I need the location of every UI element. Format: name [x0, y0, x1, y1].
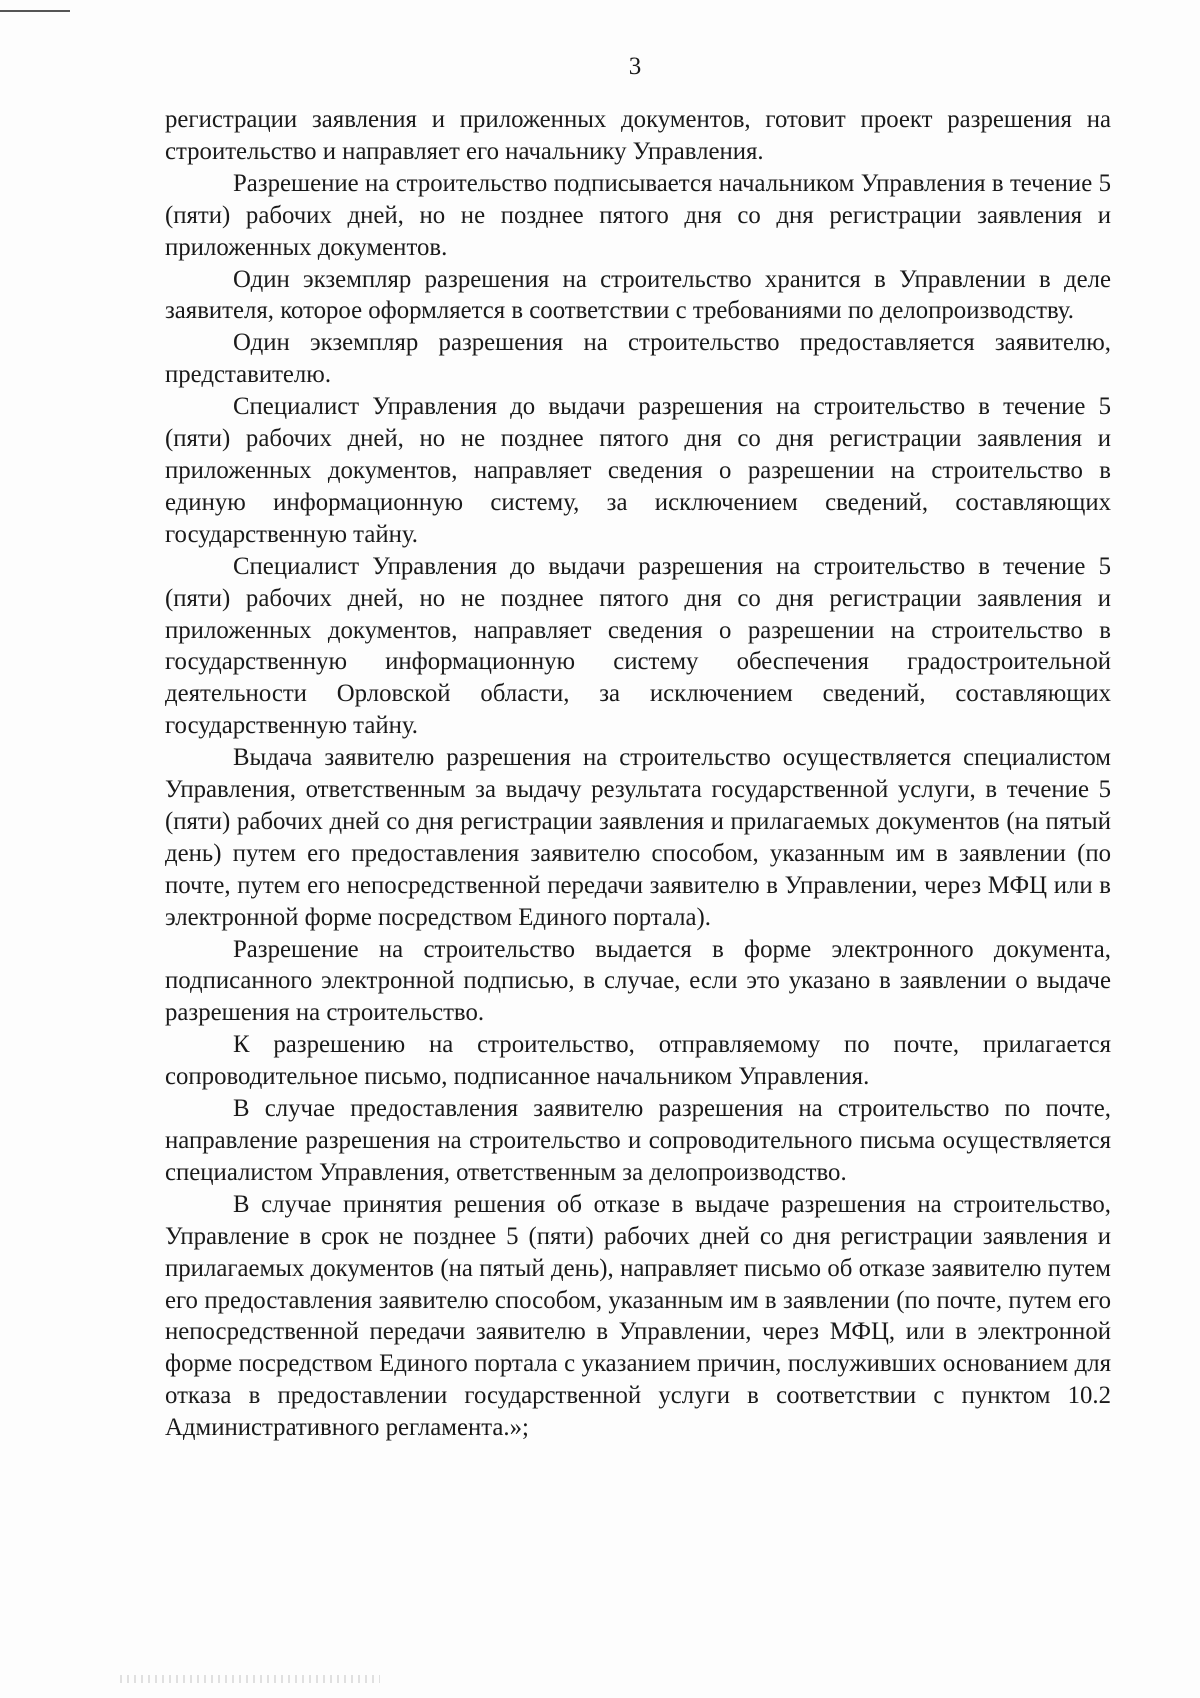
paragraph: Один экземпляр разрешения на строительство предоставляется заявителю, представителю. [165, 329, 1111, 389]
document-body [165, 104, 1111, 1444]
scan-noise [120, 1675, 380, 1683]
paragraph: Выдача заявителю разрешения на строительство осуществляется специалистом Управления, ответственным за выдачу результата государственной услуги, в течение 5 (пяти) рабочих дней со дня регистрации заявления и прилагаемых документов (на пятый день) путем его предоставления заявителю способом, указанным им в заявлении (по почте, путем его непосредственной передачи заявителю в Управлении, через МФЦ или в электронной форме посредством Единого портала). [165, 744, 1111, 931]
scan-edge-mark [0, 10, 70, 12]
paragraph: регистрации заявления и приложенных документов, готовит проект разрешения на строительство и направляет его начальнику Управления. [165, 106, 1111, 165]
paragraph: Один экземпляр разрешения на строительство хранится в Управлении в деле заявителя, которое оформляется в соответствии с требованиями по делопроизводству. [165, 265, 1111, 325]
paragraph: Разрешение на строительство подписывается начальником Управления в течение 5 (пяти) рабочих дней, но не позднее пятого дня со дня регистрации заявления и приложенных документов. [165, 169, 1111, 261]
paragraph: В случае предоставления заявителю разрешения на строительство по почте, направление разрешения на строительство и сопроводительного письма осуществляется специалистом Управления, ответственным за делопроизводство. [165, 1095, 1111, 1186]
paragraph: Специалист Управления до выдачи разрешения на строительство в течение 5 (пяти) рабочих дней, но не позднее пятого дня со дня регистрации заявления и приложенных документов, направляет сведения о разрешении на строительство в единую информационную систему, за исключением сведений, составляющих государственную тайну. [165, 393, 1111, 548]
paragraph: Разрешение на строительство выдается в форме электронного документа, подписанного электронной подписью, в случае, если это указано в заявлении о выдаче разрешения на строительство. [165, 935, 1111, 1027]
page-number: 3 [628, 53, 642, 80]
paragraph: В случае принятия решения об отказе в выдаче разрешения на строительство, Управление в срок не позднее 5 (пяти) рабочих дней со дня регистрации заявления и прилагаемых документов (на пятый день), направляет письмо об отказе заявителю путем его предоставления заявителю способом, указанным им в заявлении (по почте, путем его непосредственной передачи заявителю в Управлении, через МФЦ, или в электронной форме посредством Единого портала с указанием причин, послуживших основанием для отказа в предоставлении государственной услуги в соответствии с пунктом 10.2 Административного регламента.»; [165, 1190, 1111, 1442]
paragraph: К разрешению на строительство, отправляемому по почте, прилагается сопроводительное письмо, подписанное начальником Управления. [165, 1031, 1111, 1091]
paragraph: Специалист Управления до выдачи разрешения на строительство в течение 5 (пяти) рабочих дней, но не позднее пятого дня со дня регистрации заявления и приложенных документов, направляет сведения о разрешении на строительство в государственную информационную систему обеспечения градостроительной деятельности Орловской области, за исключением сведений, составляющих государственную тайну. [165, 552, 1111, 740]
